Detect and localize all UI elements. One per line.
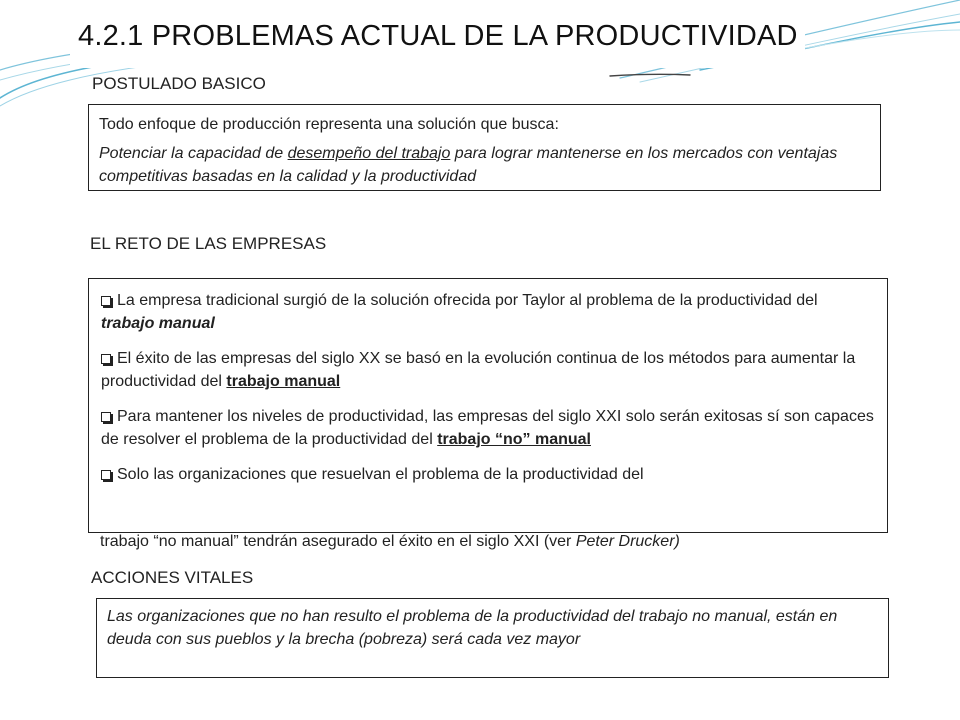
acciones-heading: ACCIONES VITALES bbox=[91, 568, 254, 587]
acciones-text: Las organizaciones que no han resulto el problema de la productividad del trabajo no manual, están en deuda con sus pueblos y la brecha (pobreza) será cada vez mayor bbox=[107, 608, 838, 648]
checkbox-bullet-icon bbox=[101, 412, 111, 422]
checkbox-bullet-icon bbox=[101, 354, 111, 364]
checkbox-bullet-icon bbox=[101, 296, 111, 306]
checkbox-bullet-icon bbox=[101, 470, 111, 480]
reto-bullet-4-line1: Solo las organizaciones que resuelvan el problema de la productividad del bbox=[117, 466, 644, 483]
postulado-heading: POSTULADO BASICO bbox=[92, 74, 266, 93]
reto-bullet-2 bbox=[101, 347, 875, 393]
reto-bullet-4 bbox=[101, 463, 875, 486]
reto-bullet-3-text: Para mantener los niveles de productividad, las empresas del siglo XXI solo serán exitosas sí son capaces de resolver el problema de la productividad del bbox=[101, 408, 874, 448]
reto-bullet-4-line2-emphasis: Peter Drucker) bbox=[575, 533, 680, 550]
reto-bullet-1 bbox=[101, 289, 875, 335]
postulado-text-a: Potenciar la capacidad de bbox=[99, 145, 288, 162]
postulado-text-underlined: desempeño del trabajo bbox=[287, 145, 451, 162]
slide-title: 4.2.1 PROBLEMAS ACTUAL DE LA PRODUCTIVIDAD bbox=[78, 20, 798, 52]
postulado-line1: Todo enfoque de producción representa una solución que busca: bbox=[99, 116, 559, 133]
acciones-box bbox=[96, 598, 889, 678]
postulado-text bbox=[99, 142, 870, 188]
postulado-text-b: para lograr mantenerse en los mercados con ventajas competitivas basadas en la calidad y la productividad bbox=[99, 145, 838, 185]
reto-bullet-2-emphasis: trabajo manual bbox=[226, 373, 341, 390]
reto-heading: EL RETO DE LAS EMPRESAS bbox=[90, 234, 327, 253]
reto-bullet-1-emphasis: trabajo manual bbox=[101, 315, 215, 332]
reto-bullet-4-line2-text: trabajo “no manual” tendrán asegurado el éxito en el siglo XXI (ver bbox=[100, 533, 576, 550]
reto-bullet-2-text: El éxito de las empresas del siglo XX se basó en la evolución continua de los métodos para aumentar la productividad del bbox=[101, 350, 856, 390]
postulado-box bbox=[88, 104, 881, 191]
reto-box bbox=[88, 278, 888, 533]
reto-bullet-4-line2 bbox=[100, 530, 680, 553]
reto-bullet-1-text: La empresa tradicional surgió de la solución ofrecida por Taylor al problema de la productividad del bbox=[117, 292, 818, 309]
reto-bullet-3 bbox=[101, 405, 875, 451]
reto-bullet-3-emphasis: trabajo “no” manual bbox=[437, 431, 591, 448]
